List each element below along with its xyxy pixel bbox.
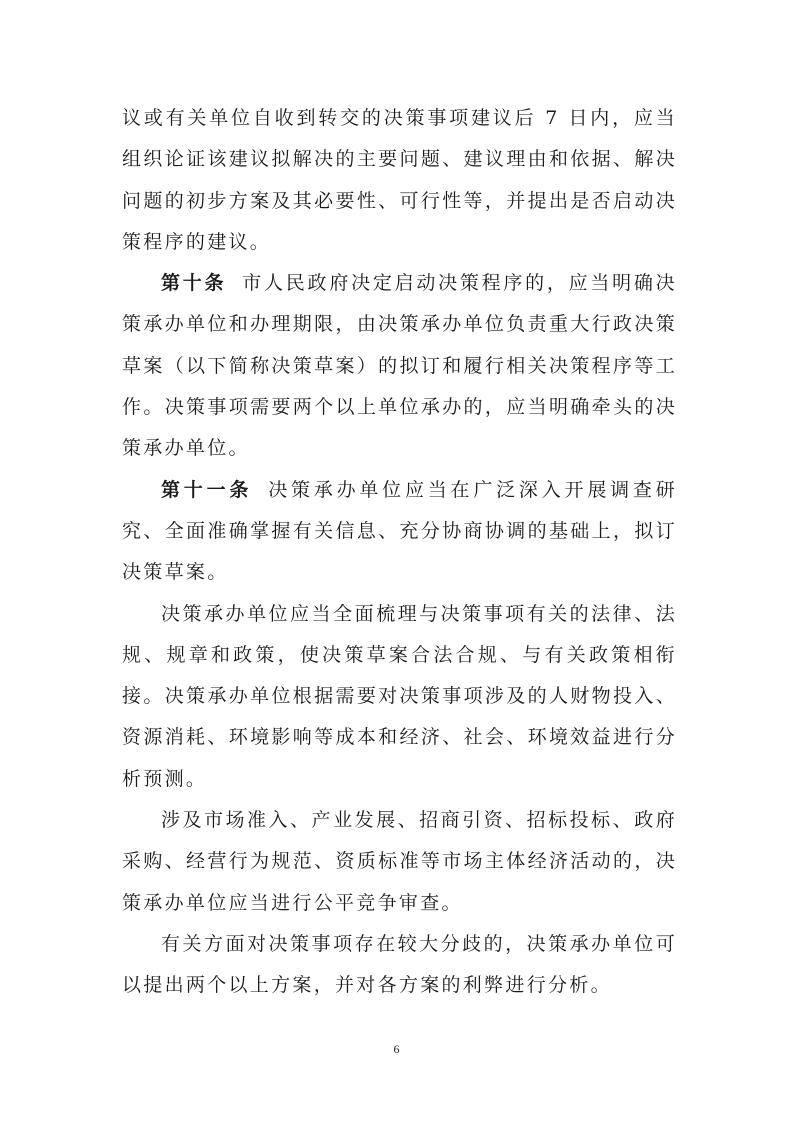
paragraph-text: 议或有关单位自收到转交的决策事项建议后 7 日内，应当组织论证该建议拟解决的主要问题、建议理由和依据、解决问题的初步方案及其必要性、可行性等，并提出是否启动决策程序的建议。	[122, 107, 677, 253]
paragraph-text: 决策承办单位应当全面梳理与决策事项有关的法律、法规、规章和政策，使决策草案合法合规、与有关政策相衔接。决策承办单位根据需要对决策事项涉及的人财物投入、资源消耗、环境影响等成本和经济、社会、环境效益进行分析预测。	[122, 602, 677, 790]
paragraph-legal-review	[122, 594, 677, 800]
article-label: 第十一条	[161, 478, 253, 501]
paragraph-alternative-plans	[122, 924, 677, 1007]
paragraph-text: 涉及市场准入、产业发展、招商引资、招标投标、政府采购、经营行为规范、资质标准等市场主体经济活动的，决策承办单位应当进行公平竞争审查。	[122, 809, 677, 914]
article-label: 第十条	[161, 272, 227, 295]
article-10-paragraph	[122, 263, 677, 469]
paragraph-fair-competition	[122, 800, 677, 924]
paragraph-continued	[122, 98, 677, 263]
article-11-paragraph	[122, 470, 677, 594]
paragraph-text: 决策承办单位应当在广泛深入开展调查研究、全面准确掌握有关信息、充分协商协调的基础上，拟订决策草案。	[122, 478, 677, 584]
document-body	[122, 98, 677, 1007]
paragraph-text: 市人民政府决定启动决策程序的，应当明确决策承办单位和办理期限，由决策承办单位负责重大行政决策草案（以下简称决策草案）的拟订和履行相关决策程序等工作。决策事项需要两个以上单位承办的，应当明确牵头的决策承办单位。	[122, 272, 677, 460]
page-number: 6	[393, 1042, 400, 1056]
paragraph-text: 有关方面对决策事项存在较大分歧的，决策承办单位可以提出两个以上方案，并对各方案的利弊进行分析。	[122, 932, 677, 997]
